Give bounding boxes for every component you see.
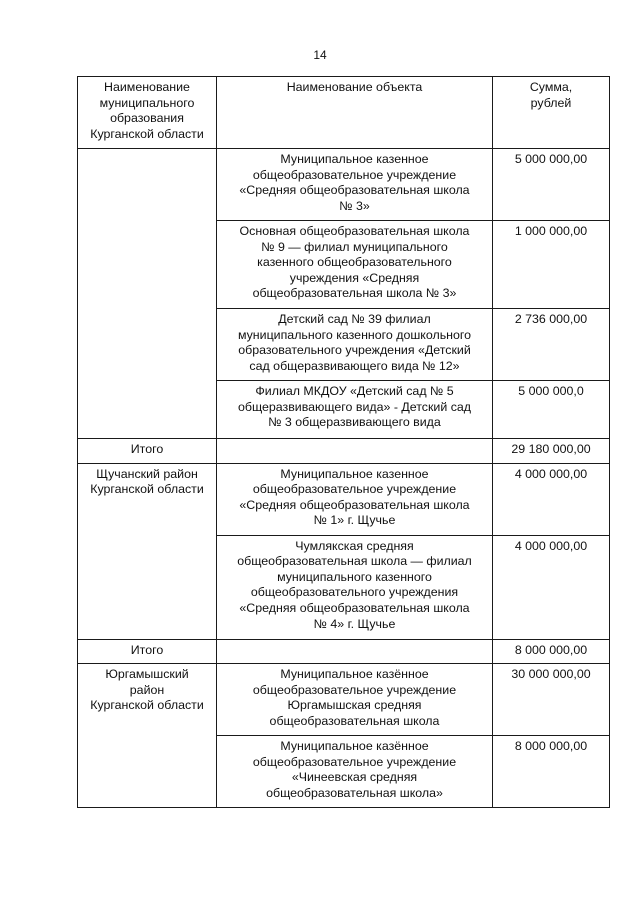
municipality-cell (78, 149, 217, 439)
object-cell: Муниципальное казённое общеобразовательное учреждение «Чинеевская средняя общеобразовательная школа» (217, 736, 493, 808)
object-cell: Филиал МКДОУ «Детский сад № 5 общеразвивающего вида» - Детский сад № 3 общеразвивающего вида (217, 381, 493, 439)
funding-table (77, 76, 610, 808)
table-row (78, 463, 610, 535)
municipality-cell: Юргамышский район Курганской области (78, 664, 217, 808)
table-row (78, 149, 610, 221)
sum-cell: 4 000 000,00 (493, 535, 610, 639)
total-row (78, 439, 610, 464)
total-row (78, 639, 610, 664)
sum-cell: 30 000 000,00 (493, 664, 610, 736)
sum-cell: 2 736 000,00 (493, 309, 610, 381)
object-cell: Основная общеобразовательная школа № 9 — филиал муниципального казенного общеобразовательного учреждения «Средняя общеобразовательная школа № 3» (217, 221, 493, 309)
total-label: Итого (78, 639, 217, 664)
object-cell: Муниципальное казенное общеобразовательное учреждение «Средняя общеобразовательная школа № 3» (217, 149, 493, 221)
header-municipality: Наименование муниципального образования Курганской области (78, 77, 217, 149)
header-sum: Сумма, рублей (493, 77, 610, 149)
municipality-cell: Щучанский район Курганской области (78, 463, 217, 639)
object-cell: Чумлякская средняя общеобразовательная школа — филиал муниципального казенного общеобразовательного учреждения «Средняя общеобразовательная школа № 4» г. Щучье (217, 535, 493, 639)
object-cell: Детский сад № 39 филиал муниципального казенного дошкольного образовательного учреждения «Детский сад общеразвивающего вида № 12» (217, 309, 493, 381)
header-object: Наименование объекта (217, 77, 493, 149)
sum-cell: 8 000 000,00 (493, 736, 610, 808)
page-number: 14 (313, 48, 327, 62)
sum-cell: 4 000 000,00 (493, 463, 610, 535)
object-cell: Муниципальное казенное общеобразовательное учреждение «Средняя общеобразовательная школа № 1» г. Щучье (217, 463, 493, 535)
sum-cell: 5 000 000,00 (493, 149, 610, 221)
sum-cell: 5 000 000,0 (493, 381, 610, 439)
object-cell: Муниципальное казённое общеобразовательное учреждение Юргамышская средняя общеобразовательная школа (217, 664, 493, 736)
table-header-row (78, 77, 610, 149)
total-sum: 8 000 000,00 (493, 639, 610, 664)
total-empty-cell (217, 639, 493, 664)
total-sum: 29 180 000,00 (493, 439, 610, 464)
table-row (78, 664, 610, 736)
total-empty-cell (217, 439, 493, 464)
total-label: Итого (78, 439, 217, 464)
sum-cell: 1 000 000,00 (493, 221, 610, 309)
